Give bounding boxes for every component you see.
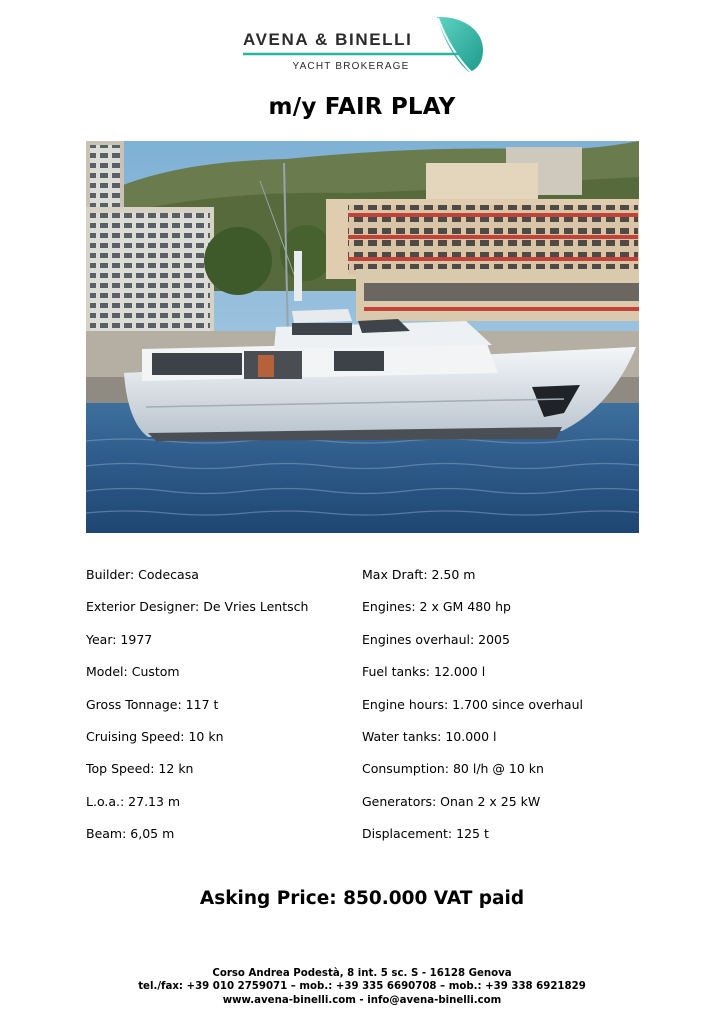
footer-web[interactable]: www.avena-binelli.com - info@avena-binelli.com: [222, 994, 502, 1006]
spec-engines-overhaul: Engines overhaul: 2005: [362, 631, 510, 647]
spec-engine-hours: Engine hours: 1.700 since overhaul: [362, 696, 583, 712]
spec-generators: Generators: Onan 2 x 25 kW: [362, 793, 541, 809]
footer-phones: tel./fax: +39 010 2759071 – mob.: +39 335 6690708 – mob.: +39 338 6921829: [138, 981, 586, 993]
specs-left-column: [86, 565, 356, 857]
spec-loa: L.o.a.: 27.13 m: [86, 793, 181, 809]
asking-price: Asking Price: 850.000 VAT paid: [199, 888, 525, 909]
sail-icon: [437, 17, 483, 72]
spec-model: Model: Custom: [86, 664, 180, 680]
logo-graphic: [231, 14, 499, 78]
yacht-photo: [86, 141, 639, 533]
footer-address: Corso Andrea Podestà, 8 int. 5 sc. S - 16128 Genova: [212, 968, 512, 979]
spec-builder: Builder: Codecasa: [86, 567, 199, 582]
spec-engines: Engines: 2 x GM 480 hp: [362, 599, 511, 615]
contact-footer: [0, 967, 724, 1007]
spec-year: Year: 1977: [86, 631, 153, 647]
spec-water-tanks: Water tanks: 10.000 l: [362, 728, 497, 744]
company-logo: [231, 14, 499, 78]
specs-right-column: [362, 565, 642, 857]
spec-gross-tonnage: Gross Tonnage: 117 t: [86, 696, 219, 712]
spec-consumption: Consumption: 80 l/h @ 10 kn: [362, 761, 544, 777]
spec-beam: Beam: 6,05 m: [86, 826, 175, 842]
yacht-photo-graphic: [86, 141, 639, 533]
logo-name: AVENA & BINELLI: [243, 30, 413, 49]
spec-max-draft: Max Draft: 2.50 m: [362, 567, 476, 582]
spec-exterior-designer: Exterior Designer: De Vries Lentsch: [86, 599, 309, 615]
spec-top-speed: Top Speed: 12 kn: [86, 761, 194, 777]
logo-tagline: YACHT BROKERAGE: [292, 61, 410, 72]
yacht-title: m/y FAIR PLAY: [268, 94, 456, 120]
spec-fuel-tanks: Fuel tanks: 12.000 l: [362, 664, 486, 680]
spec-displacement: Displacement: 125 t: [362, 826, 489, 842]
spec-cruising-speed: Cruising Speed: 10 kn: [86, 728, 224, 744]
